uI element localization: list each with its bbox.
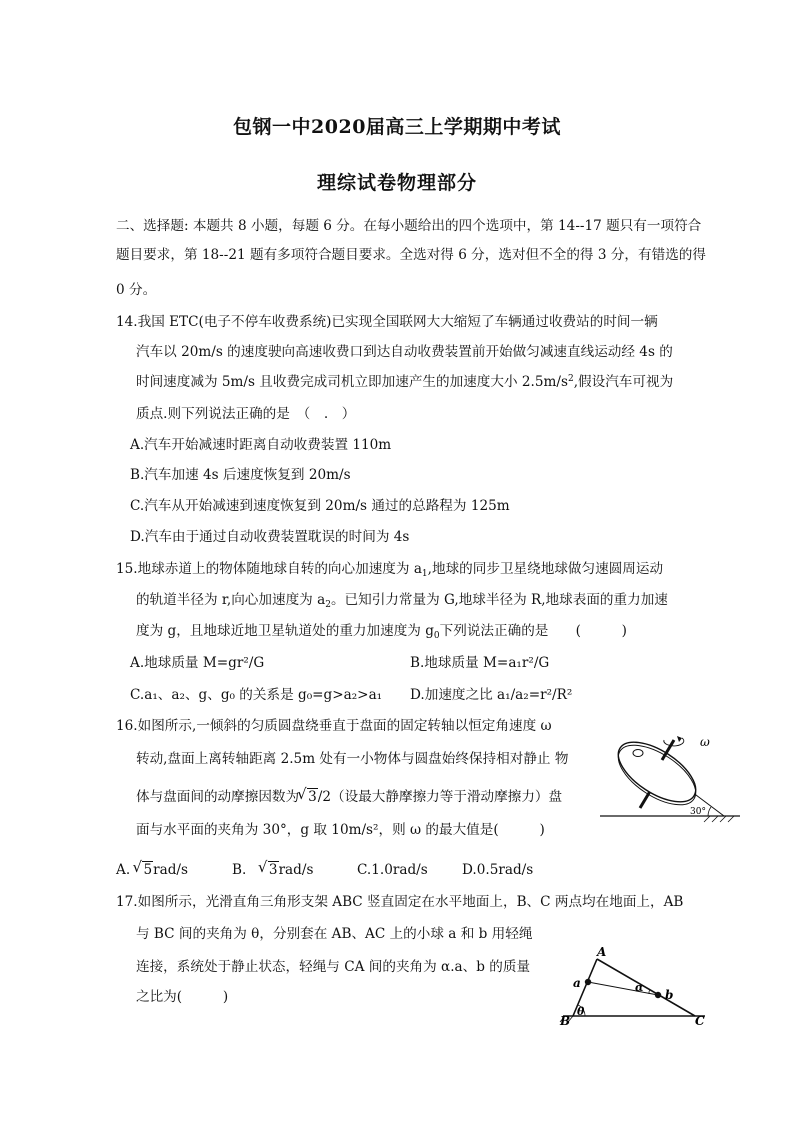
q16-line3: 体与盘面间的动摩擦因数为√ 3/2（设最大静摩擦力等于滑动摩擦力）盘 bbox=[136, 787, 562, 807]
sqrt-symbol: √ 3 bbox=[299, 787, 318, 807]
tilted-disc-figure bbox=[600, 728, 745, 828]
section-instructions-line2: 题目要求，第 18--21 题有多项符合题目要求。全选对得 6 分，选对但不全的得 3 分，有错选的得 bbox=[116, 247, 706, 263]
fig-label-ball-b: b bbox=[665, 988, 674, 1002]
q17-line4: 之比为( ) bbox=[136, 989, 229, 1005]
sqrt-symbol: √ 3 bbox=[260, 860, 279, 880]
fig-label-b-vertex: B bbox=[560, 1014, 571, 1028]
q15-line1: 15.地球赤道上的物体随地球自转的向心加速度为 $a_1$,地球的同步卫星绕地球做匀速圆周运动 bbox=[116, 561, 664, 579]
fig-angle-label: 30° bbox=[690, 807, 706, 817]
q15-option-c: C.a₁、a₂、g、g₀ 的关系是 g₀=g>a₂>a₁ bbox=[130, 687, 383, 703]
fig-label-c-vertex: C bbox=[695, 1014, 705, 1028]
q17-line2: 与 BC 间的夹角为 θ，分别套在 AB、AC 上的小球 a 和 b 用轻绳 bbox=[136, 926, 533, 942]
q16-option-d: D.0.5rad/s bbox=[462, 862, 534, 878]
q15-line3: 度为 g，且地球近地卫星轨道处的重力加速度为 $g_0$下列说法正确的是 ( ) bbox=[136, 623, 627, 641]
q15-option-a: A.地球质量 M=gr²/G bbox=[130, 655, 265, 671]
q15-line2: 的轨道半径为 r,向心加速度为 $a_2$。已知引力常量为 G,地球半径为 R,地球表面的重力加速 bbox=[136, 592, 668, 610]
q14-option-b: B.汽车加速 4s 后速度恢复到 20m/s bbox=[130, 467, 351, 483]
sqrt-symbol: √ 5 bbox=[134, 860, 153, 880]
q14-option-c: C.汽车从开始减速到速度恢复到 20m/s 通过的总路程为 125m bbox=[130, 498, 510, 514]
q14-line4: 质点.则下列说法正确的是 （ . ） bbox=[136, 406, 356, 422]
q17-line1: 17.如图所示，光滑直角三角形支架 ABC 竖直固定在水平地面上，B、C 两点均在地面上，AB bbox=[116, 894, 684, 910]
q14-line3: 时间速度减为 5m/s 且收费完成司机立即加速产生的加速度大小 $2.5m/s^2$,假设汽车可视为 bbox=[136, 374, 674, 390]
exam-title: 包钢一中2020届高三上学期期中考试 bbox=[233, 116, 561, 138]
q16-line4: 面与水平面的夹角为 30°，g 取 10m/s²，则 ω 的最大值是( ) bbox=[136, 822, 545, 838]
q14-option-d: D.汽车由于通过自动收费装置耽误的时间为 4s bbox=[130, 529, 410, 545]
q14-line1: 14.我国 ETC(电子不停车收费系统)已实现全国联网大大缩短了车辆通过收费站的时间一辆 bbox=[116, 314, 658, 330]
fig-label-a-vertex: A bbox=[597, 945, 607, 959]
section-instructions-line3: 0 分。 bbox=[116, 282, 157, 298]
fig-label-alpha: α bbox=[635, 981, 644, 994]
q16-option-c: C.1.0rad/s bbox=[357, 862, 428, 878]
triangle-abc-figure bbox=[555, 945, 715, 1030]
exam-subtitle: 理综试卷物理部分 bbox=[316, 172, 477, 194]
q17-line3: 连接，系统处于静止状态，轻绳与 CA 间的夹角为 α.a、b 的质量 bbox=[136, 959, 531, 975]
q16-line2: 转动,盘面上离转轴距离 2.5m 处有一小物体与圆盘始终保持相对静止 物 bbox=[136, 751, 569, 767]
fig-label-ball-a: a bbox=[573, 976, 581, 990]
fig-omega-label: ω bbox=[700, 735, 710, 749]
fig-label-theta: θ bbox=[577, 1005, 585, 1018]
q15-option-d: D.加速度之比 a₁/a₂=r²/R² bbox=[410, 687, 573, 703]
q16-option-a: A. √ 5rad/s bbox=[116, 860, 188, 880]
q14-line2: 汽车以 20m/s 的速度驶向高速收费口到达自动收费装置前开始做匀减速直线运动经 4s 的 bbox=[136, 344, 673, 360]
q14-option-a: A.汽车开始减速时距离自动收费装置 110m bbox=[130, 437, 392, 453]
q16-line1: 16.如图所示,一倾斜的匀质圆盘绕垂直于盘面的固定转轴以恒定角速度 ω bbox=[116, 718, 552, 734]
q15-option-b: B.地球质量 M=a₁r²/G bbox=[410, 655, 550, 671]
q16-option-b: B. √ 3rad/s bbox=[232, 860, 313, 880]
section-instructions-line1: 二、选择题: 本题共 8 小题，每题 6 分。在每小题给出的四个选项中，第 14--17 题只有一项符合 bbox=[116, 218, 702, 234]
